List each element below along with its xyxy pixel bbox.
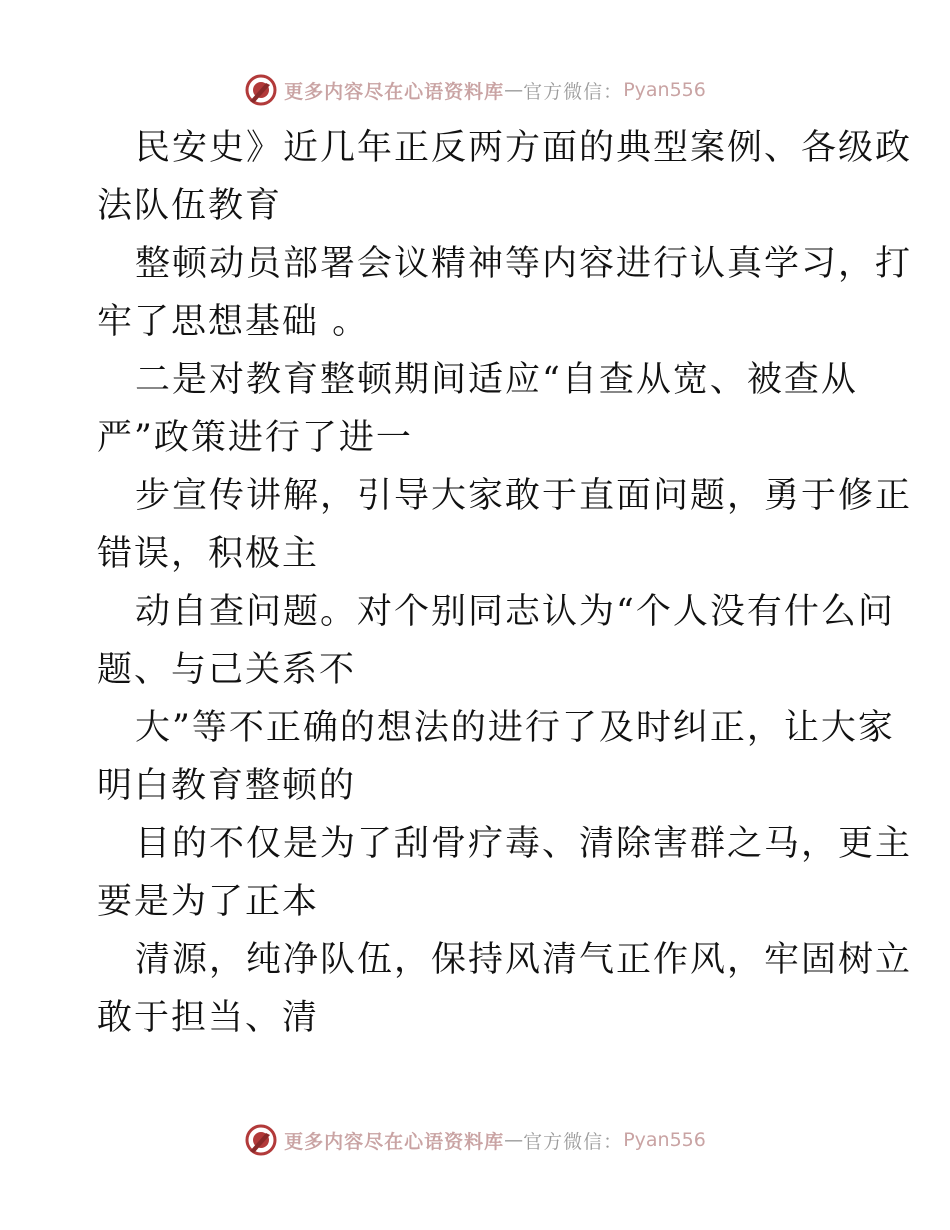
body-line: 二是对教育整顿期间适应“自查从宽、被查从 [135,360,858,400]
body-line: 错误，积极主 [97,534,320,574]
body-line: 步宣传讲解，引导大家敢于直面问题，勇于修正 [135,476,913,516]
header-banner-main: 更多内容尽在心语资料库 [284,80,505,103]
body-line: 整顿动员部署会议精神等内容进行认真学习，打 [135,244,913,284]
body-line: 题、与己关系不 [97,650,357,690]
body-line: 民安史》近几年正反两方面的典型案例、各级政 [135,128,913,168]
body-line: 大”等不正确的想法的进行了及时纠正，让大家 [135,708,895,748]
header-banner [0,70,950,110]
body-line: 目的不仅是为了刮骨疗毒、清除害群之马，更主 [135,824,913,864]
body-line: 严”政策进行了进一 [97,418,413,458]
footer-banner-sub: 官方微信： [523,1130,624,1153]
body-line: 要是为了正本 [97,882,320,922]
footer-banner-dash: — [504,1129,524,1151]
body-line: 明白教育整顿的 [97,766,357,806]
footer-banner-main: 更多内容尽在心语资料库 [284,1130,505,1153]
body-line: 牢了思想基础 。 [97,302,370,342]
document-body [97,119,913,1047]
body-line: 清源，纯净队伍，保持风清气正作风，牢固树立 [135,940,913,980]
pen-logo-icon [244,73,278,107]
header-banner-dash: — [504,79,524,101]
footer-banner [0,1120,950,1160]
pen-logo-icon [244,1123,278,1157]
header-banner-sub: 官方微信： [523,80,624,103]
header-banner-id: Pyan556 [623,79,706,101]
footer-banner-id: Pyan556 [623,1129,706,1151]
body-line: 法队伍教育 [97,186,283,226]
body-line: 动自查问题。对个别同志认为“个人没有什么问 [135,592,895,632]
body-line: 敢于担当、清 [97,998,320,1038]
